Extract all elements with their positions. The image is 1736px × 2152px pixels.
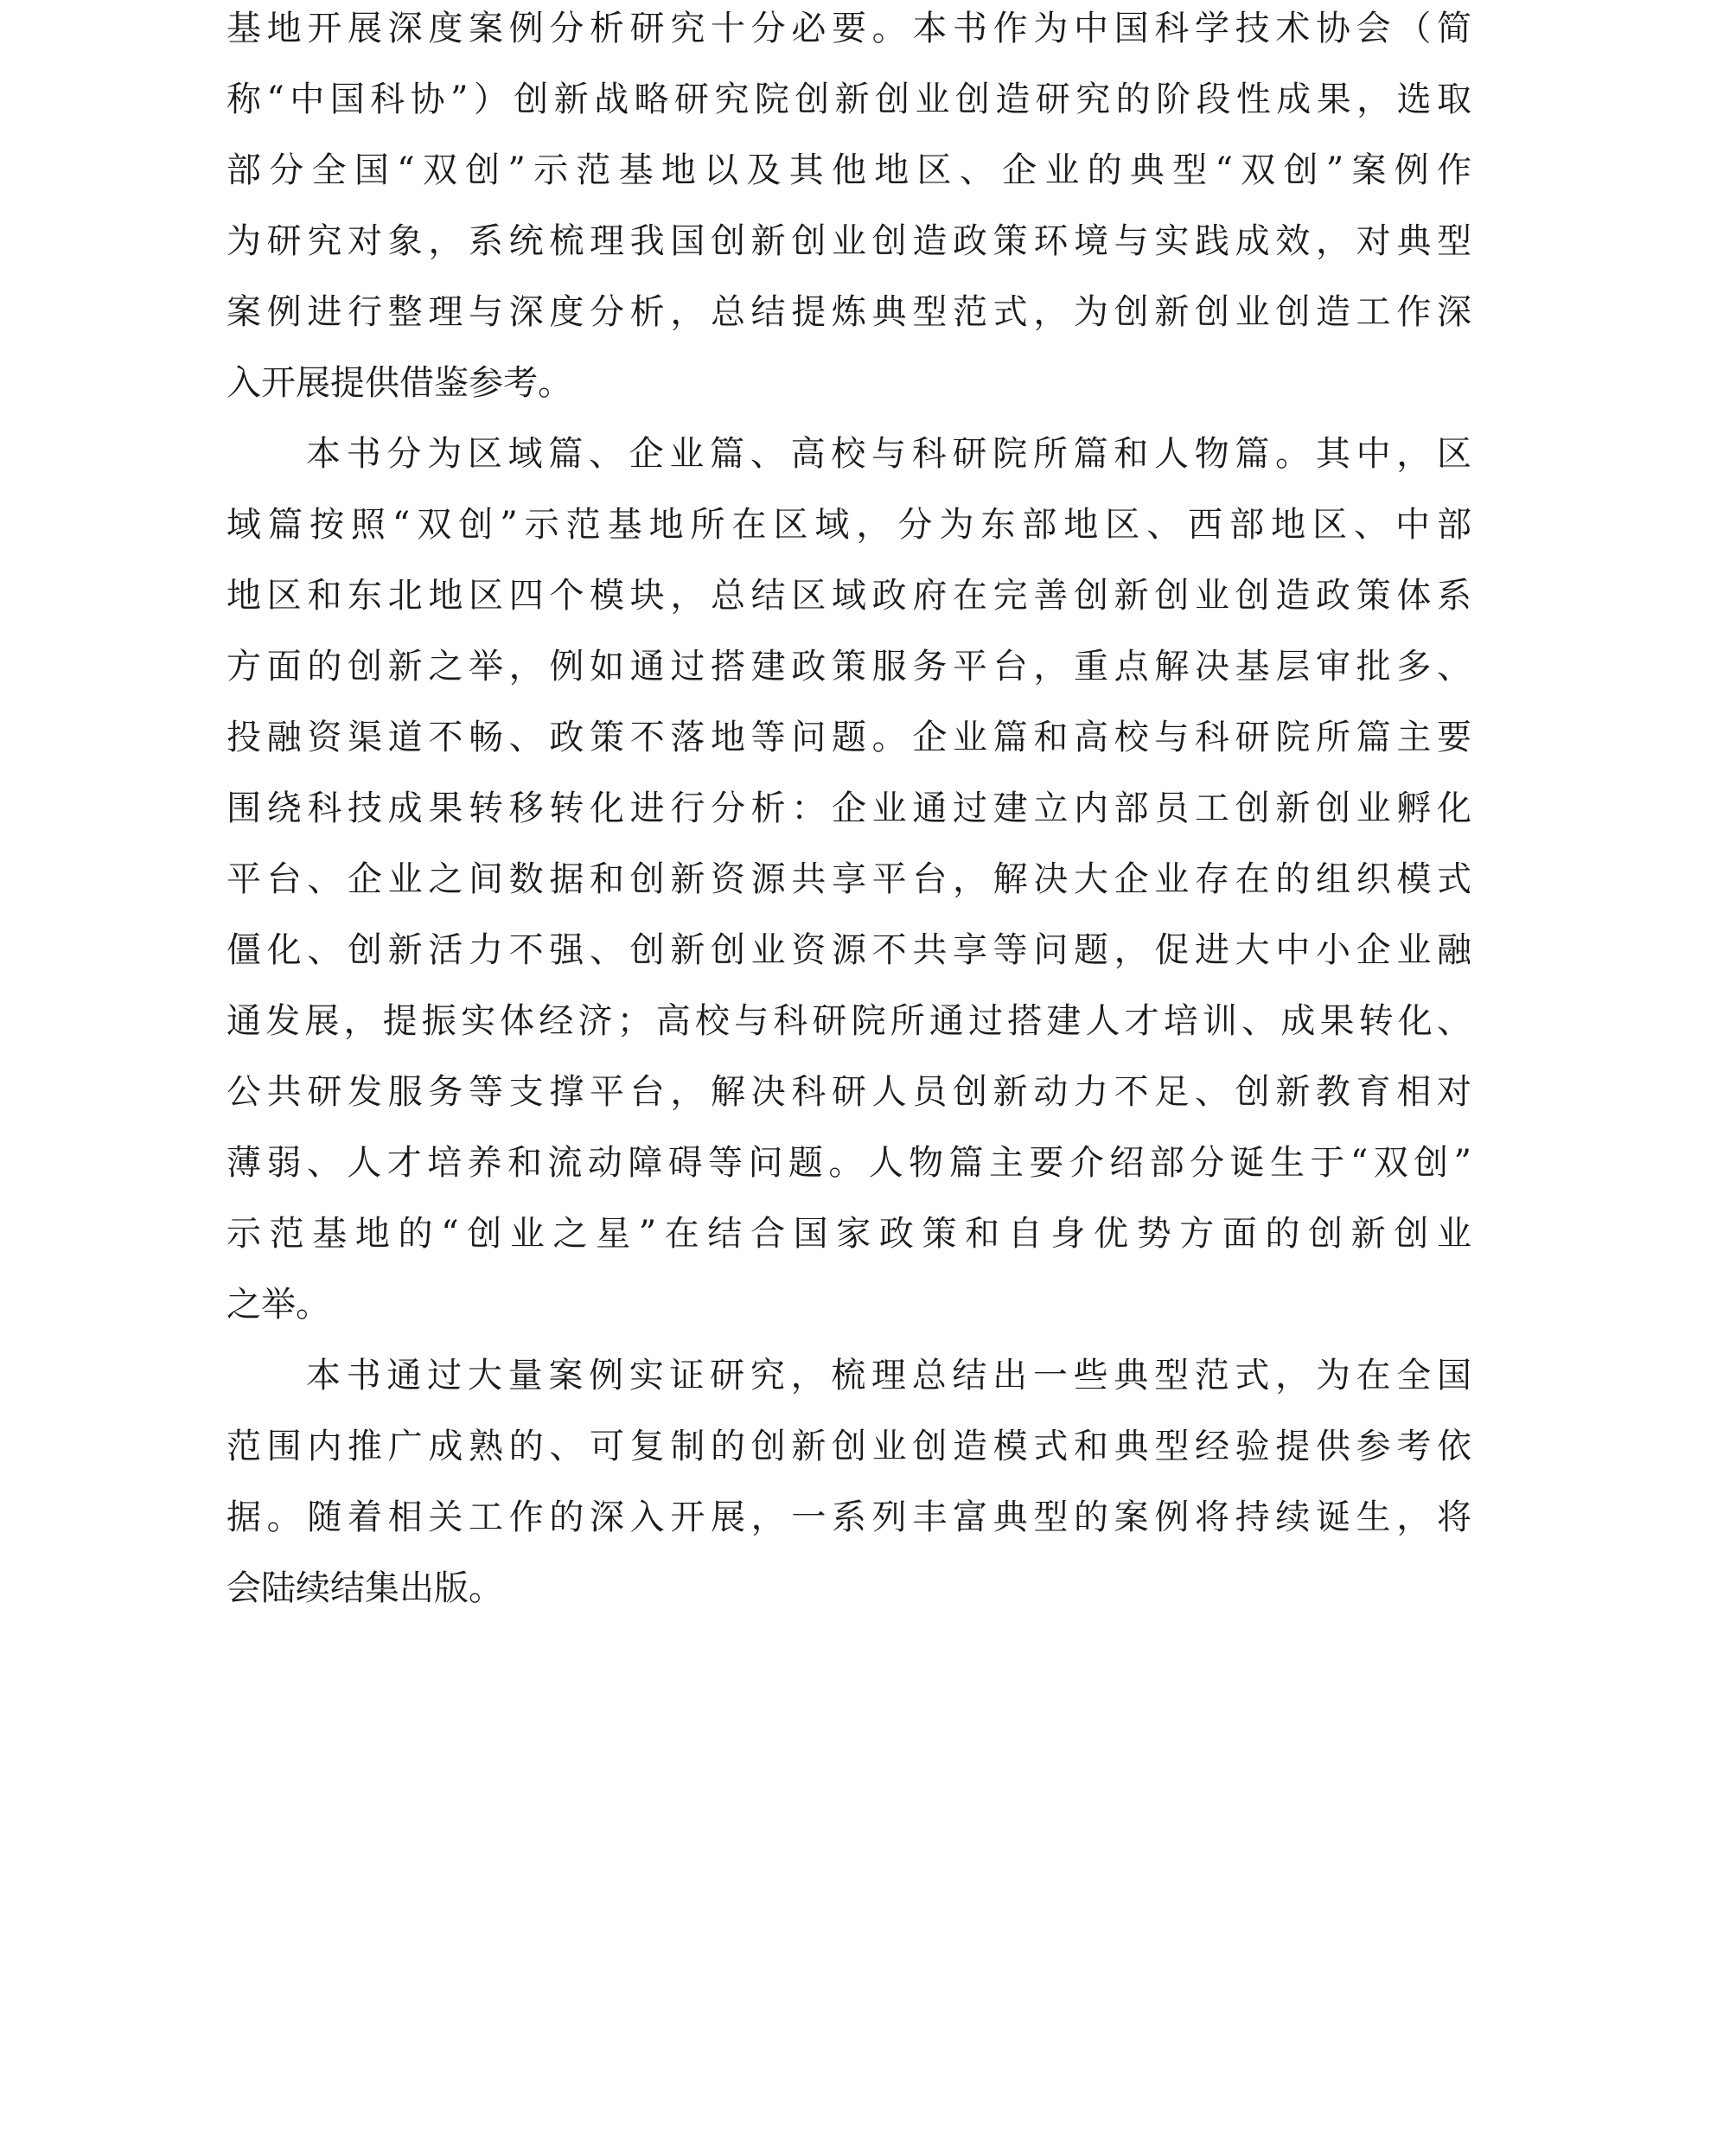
text-line: 称“中国科协”）创新战略研究院创新创业创造研究的阶段性成果，选取 xyxy=(227,80,1471,119)
text-line: 通发展，提振实体经济；高校与科研院所通过搭建人才培训、成果转化、 xyxy=(227,1001,1471,1041)
text-line: 为研究对象，系统梳理我国创新创业创造政策环境与实践成效，对典型 xyxy=(227,221,1471,261)
text-line: 部分全国“双创”示范基地以及其他地区、企业的典型“双创”案例作 xyxy=(227,150,1471,190)
body-text xyxy=(227,0,1471,1631)
text-line: 域篇按照“双创”示范基地所在区域，分为东部地区、西部地区、中部 xyxy=(227,505,1471,545)
text-line: 僵化、创新活力不强、创新创业资源不共享等问题，促进大中小企业融 xyxy=(227,930,1471,970)
text-line: 示范基地的“创业之星”在结合国家政策和自身优势方面的创新创业 xyxy=(227,1214,1471,1254)
paragraph-1 xyxy=(227,0,1471,425)
text-line: 案例进行整理与深度分析，总结提炼典型范式，为创新创业创造工作深 xyxy=(227,292,1471,332)
paragraph-3 xyxy=(227,1347,1471,1631)
text-line: 会陆续结集出版。 xyxy=(227,1568,503,1608)
text-line: 本书通过大量案例实证研究，梳理总结出一些典型范式，为在全国 xyxy=(306,1356,1471,1395)
text-line: 本书分为区域篇、企业篇、高校与科研院所篇和人物篇。其中，区 xyxy=(306,434,1471,474)
text-line: 入开展提供借鉴参考。 xyxy=(227,363,572,403)
text-line: 方面的创新之举，例如通过搭建政策服务平台，重点解决基层审批多、 xyxy=(227,647,1471,686)
text-line: 基地开展深度案例分析研究十分必要。本书作为中国科学技术协会（简 xyxy=(227,9,1471,48)
paragraph-2 xyxy=(227,425,1471,1347)
text-line: 投融资渠道不畅、政策不落地等问题。企业篇和高校与科研院所篇主要 xyxy=(227,718,1471,757)
text-line: 围绕科技成果转移转化进行分析：企业通过建立内部员工创新创业孵化 xyxy=(227,789,1471,828)
text-line: 地区和东北地区四个模块，总结区域政府在完善创新创业创造政策体系 xyxy=(227,576,1471,616)
text-line: 之举。 xyxy=(227,1285,330,1325)
text-line: 范围内推广成熟的、可复制的创新创业创造模式和典型经验提供参考依 xyxy=(227,1427,1471,1466)
text-line: 据。随着相关工作的深入开展，一系列丰富典型的案例将持续诞生，将 xyxy=(227,1497,1471,1537)
text-line: 薄弱、人才培养和流动障碍等问题。人物篇主要介绍部分诞生于“双创” xyxy=(227,1143,1471,1183)
text-line: 公共研发服务等支撑平台，解决科研人员创新动力不足、创新教育相对 xyxy=(227,1072,1471,1112)
text-line: 平台、企业之间数据和创新资源共享平台，解决大企业存在的组织模式 xyxy=(227,859,1471,899)
